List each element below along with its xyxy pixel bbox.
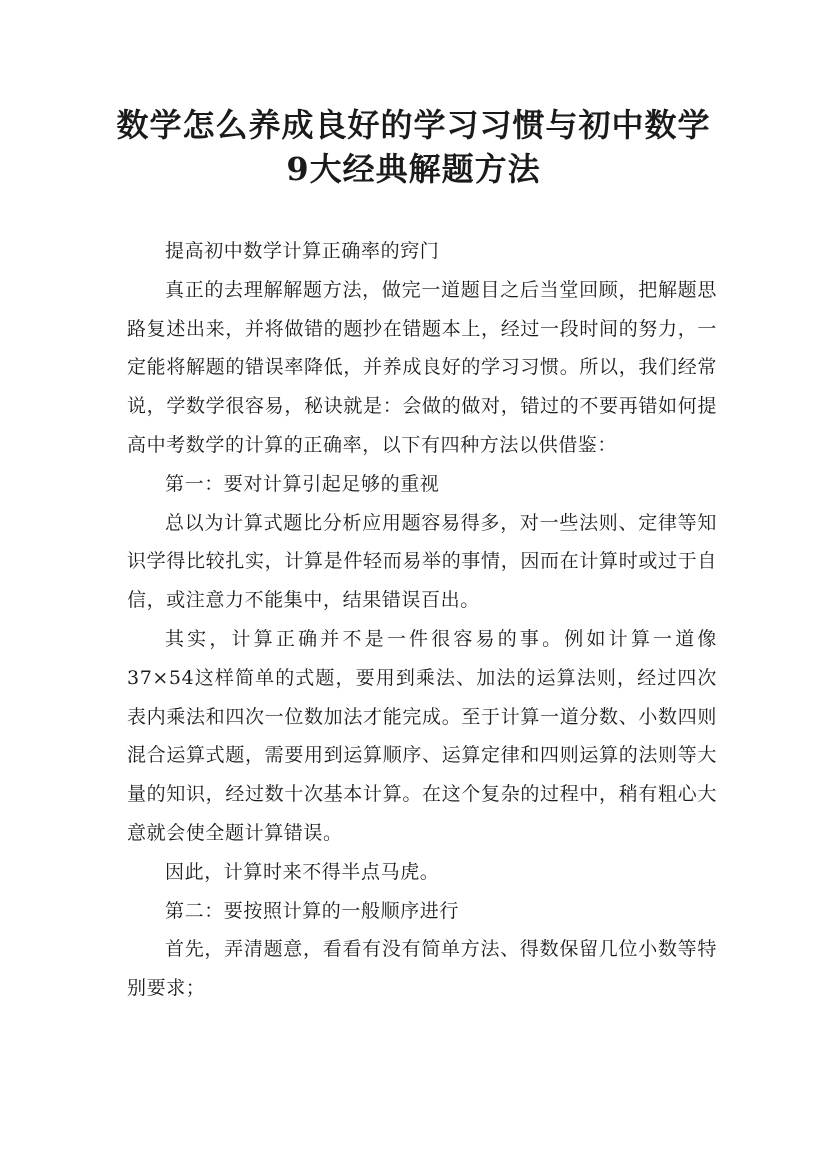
document-title-line-2: 9大经典解题方法 <box>286 150 541 188</box>
document-title-line-1: 数学怎么养成良好的学习习惯与初中数学 <box>116 106 711 144</box>
section-heading: 提高初中数学计算正确率的窍门 <box>165 240 440 262</box>
paragraph: 其实，计算正确并不是一件很容易的事。例如计算一道像37×54这样简单的式题，要用到乘法、加法的运算法则，经过四次表内乘法和四次一位数加法才能完成。至于计算一道分数、小数四则混合运算式题，需要用到运算顺序、运算定律和四则运算的法则等大量的知识，经过数十次基本计算。在这个复杂的过程中，稍有粗心大意就会使全题计算错误。 <box>127 627 717 844</box>
section-heading: 第二：要按照计算的一般顺序进行 <box>165 899 460 922</box>
document-body <box>127 232 717 1008</box>
paragraph: 真正的去理解解题方法，做完一道题目之后当堂回顾，把解题思路复述出来，并将做错的题抄在错题本上，经过一段时间的努力，一定能将解题的错误率降低，并养成良好的学习习惯。所以，我们经常说，学数学很容易，秘诀就是：会做的做对，错过的不要再错如何提高中考数学的计算的正确率，以下有四种方法以供借鉴： <box>127 278 717 456</box>
paragraph: 总以为计算式题比分析应用题容易得多，对一些法则、定律等知识学得比较扎实，计算是件轻而易举的事情，因而在计算时或过于自信，或注意力不能集中，结果错误百出。 <box>127 511 717 612</box>
paragraph: 因此，计算时来不得半点马虎。 <box>165 860 440 883</box>
section-heading: 第一：要对计算引起足够的重视 <box>165 472 440 495</box>
paragraph: 首先，弄清题意，看看有没有简单方法、得数保留几位小数等特别要求； <box>127 938 717 1000</box>
